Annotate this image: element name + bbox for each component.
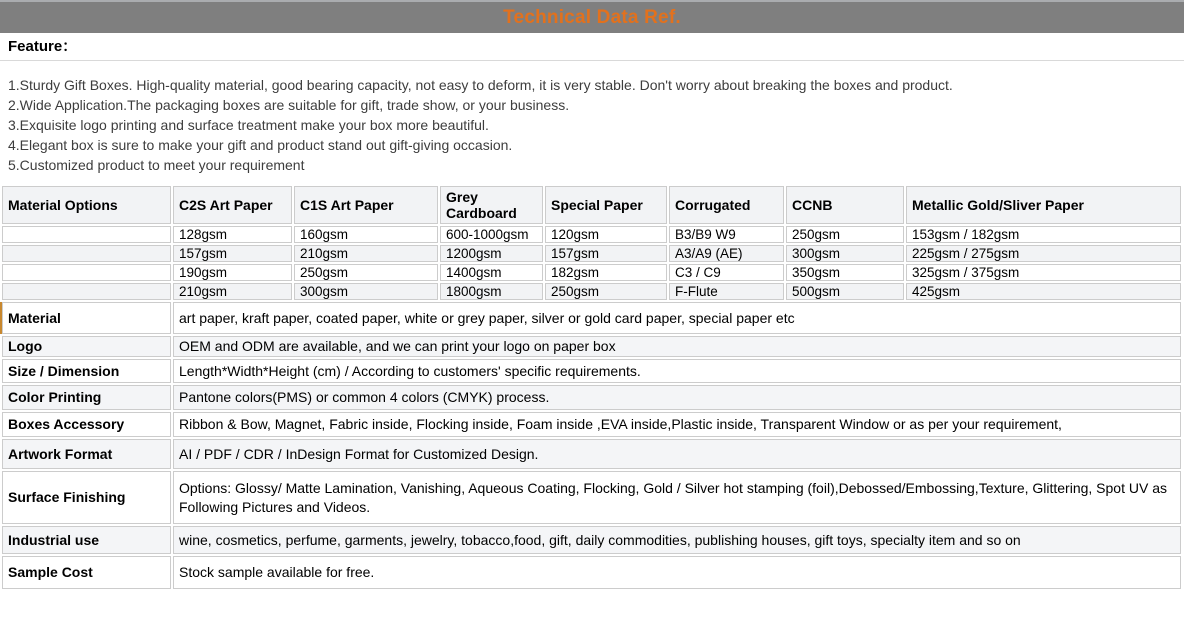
feature-list <box>0 61 1184 184</box>
row-value: art paper, kraft paper, coated paper, white or grey paper, silver or gold card paper, special paper etc <box>173 302 1181 334</box>
cell: F-Flute <box>669 283 784 300</box>
feature-item-2: 2.Wide Application.The packaging boxes are suitable for gift, trade show, or your business. <box>8 97 570 113</box>
cell: 128gsm <box>173 226 292 243</box>
row-value: OEM and ODM are available, and we can print your logo on paper box <box>173 336 1181 357</box>
cell: 250gsm <box>545 283 667 300</box>
row-value: Pantone colors(PMS) or common 4 colors (CMYK) process. <box>173 385 1181 410</box>
row-label: Size / Dimension <box>2 359 171 383</box>
row-label: Logo <box>2 336 171 357</box>
details-row-boxes-accessory <box>2 412 1181 437</box>
details-row-sample-cost <box>2 556 1181 589</box>
column-header-metallic-paper: Metallic Gold/Sliver Paper <box>906 186 1181 224</box>
cell: 160gsm <box>294 226 438 243</box>
materials-header-row <box>2 186 1181 224</box>
row-value: Stock sample available for free. <box>173 556 1181 589</box>
cell: B3/B9 W9 <box>669 226 784 243</box>
cell: 425gsm <box>906 283 1181 300</box>
cell: 300gsm <box>786 245 904 262</box>
cell: 225gsm / 275gsm <box>906 245 1181 262</box>
cell: 1400gsm <box>440 264 543 281</box>
cell: 120gsm <box>545 226 667 243</box>
cell: 250gsm <box>294 264 438 281</box>
row-value: AI / PDF / CDR / InDesign Format for Customized Design. <box>173 439 1181 469</box>
details-table <box>0 300 1183 591</box>
feature-item-1: 1.Sturdy Gift Boxes. High-quality material, good bearing capacity, not easy to deform, it is very stable. Don't worry about breaking the boxes and product. <box>8 77 953 93</box>
column-header-grey-cardboard: Grey Cardboard <box>440 186 543 224</box>
details-row-color-printing <box>2 385 1181 410</box>
column-header-c2s-art-paper: C2S Art Paper <box>173 186 292 224</box>
row-label: Sample Cost <box>2 556 171 589</box>
title-bar <box>0 0 1184 33</box>
details-row-logo <box>2 336 1181 357</box>
feature-heading-label: Feature： <box>8 38 78 55</box>
column-header-ccnb: CCNB <box>786 186 904 224</box>
cell <box>2 226 171 243</box>
row-value: Ribbon & Bow, Magnet, Fabric inside, Flocking inside, Foam inside ,EVA inside,Plastic inside, Transparent Window or as per your requirement, <box>173 412 1181 437</box>
column-header-material-options: Material Options <box>2 186 171 224</box>
materials-row-3 <box>2 264 1181 281</box>
row-label: Industrial use <box>2 526 171 554</box>
cell: C3 / C9 <box>669 264 784 281</box>
cell: 1800gsm <box>440 283 543 300</box>
materials-row-2 <box>2 245 1181 262</box>
details-row-artwork-format <box>2 439 1181 469</box>
cell: 1200gsm <box>440 245 543 262</box>
materials-row-4 <box>2 283 1181 300</box>
cell: A3/A9 (AE) <box>669 245 784 262</box>
row-label: Material <box>2 302 171 334</box>
cell: 210gsm <box>173 283 292 300</box>
cell: 350gsm <box>786 264 904 281</box>
cell: 182gsm <box>545 264 667 281</box>
row-value: Options: Glossy/ Matte Lamination, Vanishing, Aqueous Coating, Flocking, Gold / Silver hot stamping (foil),Debossed/Embossing,Texture, Glittering, Spot UV as Following Pictures and Videos. <box>173 471 1181 524</box>
material-options-table <box>0 184 1183 302</box>
materials-row-1 <box>2 226 1181 243</box>
cell: 153gsm / 182gsm <box>906 226 1181 243</box>
details-row-size-dimension <box>2 359 1181 383</box>
details-row-industrial-use <box>2 526 1181 554</box>
cell: 600-1000gsm <box>440 226 543 243</box>
page-title: Technical Data Ref. <box>503 6 681 28</box>
feature-item-3: 3.Exquisite logo printing and surface treatment make your box more beautiful. <box>8 117 489 133</box>
row-value: Length*Width*Height (cm) / According to customers' specific requirements. <box>173 359 1181 383</box>
feature-item-5: 5.Customized product to meet your requirement <box>8 157 305 173</box>
cell: 325gsm / 375gsm <box>906 264 1181 281</box>
cell: 190gsm <box>173 264 292 281</box>
cell <box>2 283 171 300</box>
row-label: Color Printing <box>2 385 171 410</box>
cell: 250gsm <box>786 226 904 243</box>
cell: 210gsm <box>294 245 438 262</box>
cell <box>2 264 171 281</box>
cell: 300gsm <box>294 283 438 300</box>
feature-heading <box>0 33 1184 61</box>
row-label: Surface Finishing <box>2 471 171 524</box>
feature-item-4: 4.Elegant box is sure to make your gift and product stand out gift-giving occasion. <box>8 137 513 153</box>
cell: 157gsm <box>173 245 292 262</box>
details-row-material <box>2 302 1181 334</box>
column-header-c1s-art-paper: C1S Art Paper <box>294 186 438 224</box>
cell: 500gsm <box>786 283 904 300</box>
row-value: wine, cosmetics, perfume, garments, jewelry, tobacco,food, gift, daily commodities, publishing houses, gift toys, specialty item and so on <box>173 526 1181 554</box>
column-header-special-paper: Special Paper <box>545 186 667 224</box>
row-label: Artwork Format <box>2 439 171 469</box>
cell: 157gsm <box>545 245 667 262</box>
cell <box>2 245 171 262</box>
details-row-surface-finishing <box>2 471 1181 524</box>
column-header-corrugated: Corrugated <box>669 186 784 224</box>
row-label: Boxes Accessory <box>2 412 171 437</box>
